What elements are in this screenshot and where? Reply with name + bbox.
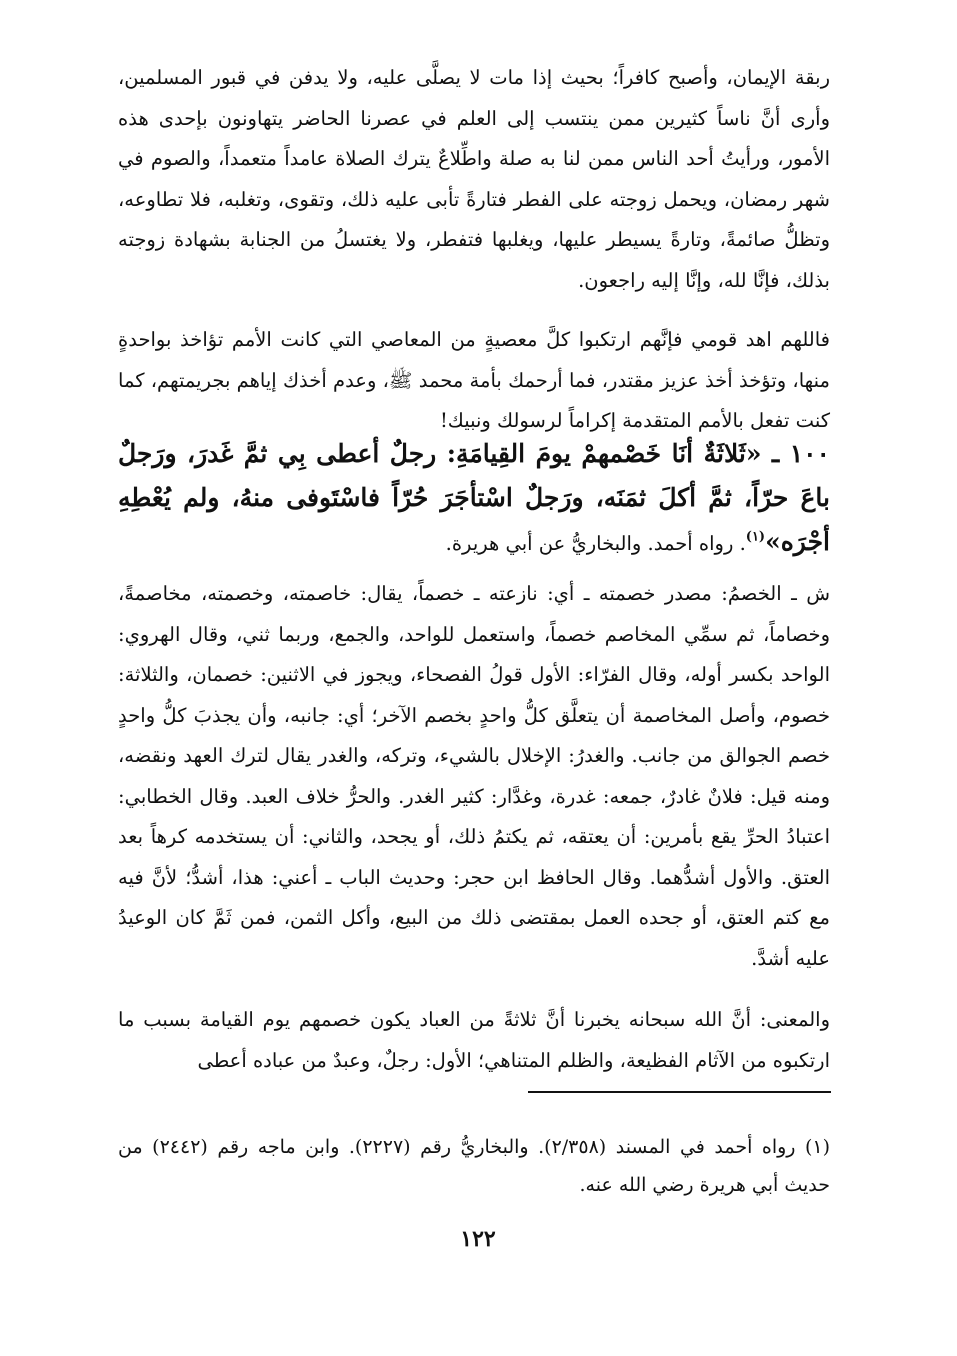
- hadith-source: . رواه أحمد. والبخاريُّ عن أبي هريرة.: [445, 532, 746, 555]
- footnote-divider: [528, 1091, 831, 1093]
- page-number: ١٢٢: [460, 1226, 496, 1252]
- paragraph-meaning: والمعنى: أنَّ الله سبحانه يخبرنا أنَّ ثلاثةً من العباد يكون خصمهم يوم القيامة بسبب ما ارتكبوه من الآثام الفظيعة، والظلم المتناهي؛ الأول: رجلٌ، وعبدٌ من عباده أعطى: [118, 1008, 830, 1072]
- hadith-paragraph: [118, 432, 830, 566]
- paragraph-commentary-continuation: ربقة الإيمان، وأصبح كافراً؛ بحيث إذا مات لا يصلَّى عليه، ولا يدفن في قبور المسلمين، وأرى أنَّ ناساً كثيرين ممن ينتسب إلى العلم في عصرنا الحاضر يتهاونون بإحدى هذه الأمور، ورأيتُ أحد الناس ممن لنا به صلة واطِّلاعٌ يترك الصلاة عامداً متعمداً، والصوم في شهر رمضان، ويحمل زوجته على الفطر فتارةً تأبى عليه ذلك، وتقوى، وتغلبه، فلا تطاوعه، وتظلُّ صائمةً، وتارةً يسيطر عليها، ويغلبها فتفطر، ولا يغتسلُ من الجنابة بشهادة زوجته بذلك، فإنَّا لله، وإنَّا إليه راجعون.: [118, 66, 830, 292]
- footnote-reference: (١): [745, 529, 766, 545]
- footnote: (١) رواه أحمد في المسند (٢/٣٥٨). والبخاريُّ رقم (٢٢٢٧). وابن ماجه رقم (٢٤٤٢) من حديث أبي هريرة رضي الله عنه.: [118, 1136, 831, 1196]
- hadith-text: ١٠٠ ـ «ثَلاثَةٌ أنَا خَصْمهمْ يومَ القِيامَةِ: رجلٌ أعطى بِي ثمَّ غَدرَ، ورَجلٌ باعَ حرّاً، ثمَّ أكلَ ثمَنَه، ورَجلٌ اسْتأجَرَ حُرّاً فاسْتَوفى منهُ، ولم يُعْطِهِ أجْرَه»: [118, 439, 830, 556]
- paragraph-explanation: ش ـ الخصمُ: مصدر خصمته ـ أي: نازعته ـ خصماً، يقال: خاصمته، وخصمته، مخاصمةً، وخصاماً، ثم سمِّي المخاصم خصماً، واستعمل للواحد، والجمع، وربما ثني، وقال الهروي: الواحد بكسر أوله، وقال الفرّاء: الأول قولُ الفصحاء، ويجوز في الاثنين: خصمان، والثلاثة: خصوم، وأصل المخاصمة أن يتعلَّق كلُّ واحدٍ بخصم الآخر؛ أي: جانبه، وأن يجذبَ كلُّ واحدٍ خصم الجوالق من جانب. والغدرُ: الإخلال بالشيء، وتركه، والغدر يقال لترك العهد ونقضه، ومنه قيل: فلانٌ غادرٌ، جمعه: غدرة، وغدَّار: كثير الغدر. والحرُّ خلاف العبد. وقال الخطابي: اعتبادُ الحرِّ يقع بأمرين: أن يعتقه، ثم يكتمُ ذلك، أو يجحد، والثاني: أن يستخدمه كرهاً بعد العتق. والأول أشدُّهما. وقال الحافظ ابن حجر: وحديث الباب ـ أعني: هذا، أشدُّ؛ لأنَّ فيه مع كتم العتق، أو جحده العمل بمقتضى ذلك من البيع، وأكل الثمن، فمن ثَمَّ كان الوعيدُ عليه أشدَّ.: [118, 582, 830, 970]
- paragraph-supplication: فاللهم اهد قومي فإنَّهم ارتكبوا كلَّ معصيةٍ من المعاصي التي كانت الأمم تؤاخذ بواحدةٍ منها، وتؤخذ أخذ عزيز مقتدر، فما أرحمك بأمة محمد ﷺ، وعدم أخذك إياهم بجريمتهم، كما كنت تفعل بالأمم المتقدمة إكراماً لرسولك ونبيك!: [118, 328, 830, 432]
